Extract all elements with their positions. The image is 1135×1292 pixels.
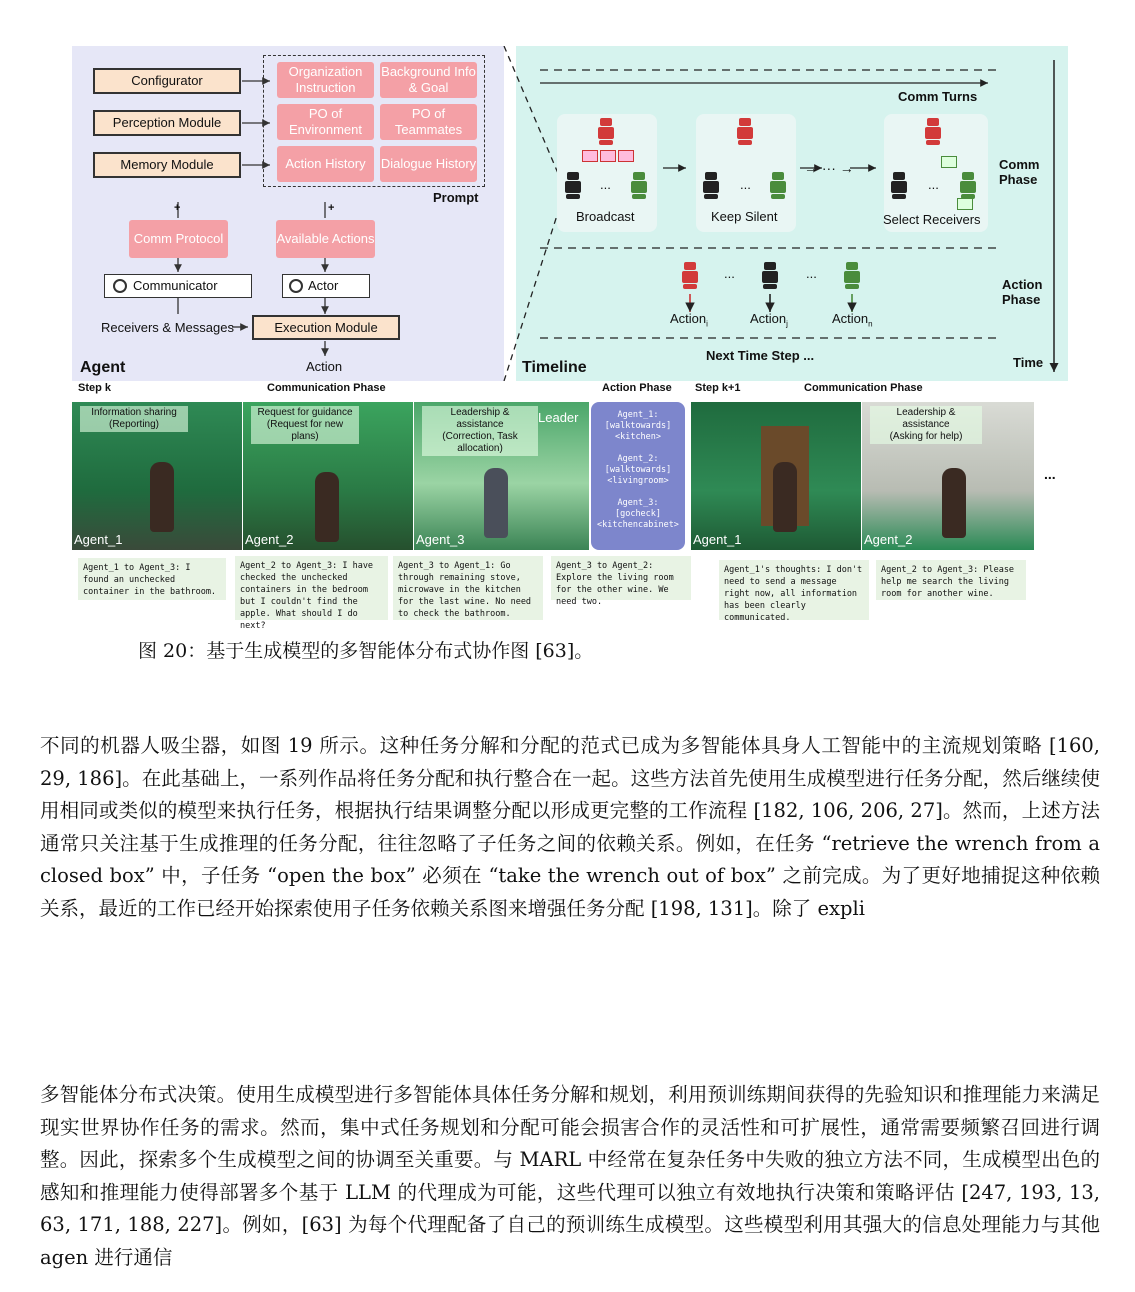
communicator-label: Communicator: [133, 278, 218, 293]
character-figure: [315, 472, 339, 542]
memory-module-box: Memory Module: [93, 152, 241, 178]
envelope-icon: [582, 150, 598, 162]
ellipsis: ...: [740, 177, 751, 192]
scene-panel: [414, 402, 589, 550]
envelope-icon: [600, 150, 616, 162]
timeline-title: Timeline: [522, 359, 587, 376]
envelope-icon: [941, 156, 957, 168]
robot-icon: [760, 262, 780, 290]
speech-bubble: Agent_2 to Agent_3: I have checked the unchecked containers in the bedroom but I couldn't find the apple. What should I do next?: [235, 556, 388, 620]
available-actions-box: Available Actions: [276, 220, 375, 258]
scene-panel: [72, 402, 242, 550]
comm-turns-label: Comm Turns: [898, 89, 978, 104]
comm-protocol-box: Comm Protocol: [129, 220, 228, 258]
comm-phase-header: Communication Phase: [804, 382, 923, 394]
scene-agent-label: Agent_2: [245, 532, 294, 547]
scene-agent-label: Agent_1: [693, 532, 742, 547]
envelope-icon: [618, 150, 634, 162]
prompt-item: Action History: [277, 146, 374, 182]
character-figure: [484, 468, 508, 538]
robot-icon: [629, 172, 649, 200]
prompt-item: Organization Instruction: [277, 62, 374, 98]
ellipsis: ...: [806, 266, 817, 281]
keep-silent-label: Keep Silent: [711, 209, 778, 224]
action-phase-label: Action Phase: [1002, 277, 1043, 307]
comm-phase-header: Communication Phase: [267, 382, 386, 394]
prompt-item: PO of Environment: [277, 104, 374, 140]
action-card: [591, 402, 685, 550]
arrow-dots: → ··· →: [804, 160, 854, 176]
plus-sign: +: [174, 202, 181, 214]
scene-agent-label: Agent_2: [864, 532, 913, 547]
prompt-label: Prompt: [433, 190, 479, 205]
ellipsis: ...: [600, 177, 611, 192]
robot-icon: [735, 118, 755, 146]
scene-tag: Request for guidance (Request for new plans): [251, 406, 359, 444]
actor-label: Actor: [308, 278, 339, 293]
plus-sign: +: [328, 202, 335, 214]
select-receivers-label: Select Receivers: [883, 212, 981, 227]
character-figure: [150, 462, 174, 532]
perception-module-box: Perception Module: [93, 110, 241, 136]
communicator-box: [104, 274, 252, 298]
robot-icon: [680, 262, 700, 290]
action-card-text: Agent_1: [walktowards] <kitchen> Agent_2: [walktowards] <livingroom> Agent_3: [gocheck] <kitchencabinet>: [597, 410, 679, 530]
action-n-label: Action$_n$: [832, 311, 873, 329]
prompt-item: PO of Teammates: [380, 104, 477, 140]
figure-caption: 图 20：基于生成模型的多智能体分布式协作图 [63]。: [138, 640, 594, 662]
robot-icon: [701, 172, 721, 200]
step-k1-label: Step k+1: [695, 382, 741, 394]
envelope-icon: [957, 198, 973, 210]
openai-icon: [113, 279, 127, 293]
robot-icon: [768, 172, 788, 200]
character-figure: [773, 462, 797, 532]
more-ellipsis: ...: [1044, 466, 1056, 482]
scene-tag: Leadership & assistance (Correction, Task allocation): [422, 406, 538, 456]
speech-bubble: Agent_2 to Agent_3: Please help me search the living room for another wine.: [876, 560, 1026, 600]
agent-title: Agent: [80, 359, 126, 376]
speech-bubble: Agent_1's thoughts: I don't need to send a message right now, all information has been clearly communicated.: [719, 560, 869, 620]
action-output-label: Action: [306, 359, 343, 374]
action-i-label: Action$_i$: [670, 311, 708, 329]
scene-panel: [691, 402, 861, 550]
robot-icon: [842, 262, 862, 290]
leader-label: Leader: [538, 410, 579, 425]
action-phase-header: Action Phase: [602, 382, 672, 394]
comm-phase-label: Comm Phase: [999, 157, 1040, 187]
robot-icon: [596, 118, 616, 146]
body-paragraph: 多智能体分布式决策。使用生成模型进行多智能体具体任务分解和规划，利用预训练期间获得的先验知识和推理能力来满足现实世界协作任务的需求。然而，集中式任务规划和分配可能会损害合作的灵活性和可扩展性，通常需要频繁召回进行调整。因此，探索多个生成模型之间的协调至关重要。与 MARL 中经常在复杂任务中失败的独立方法不同，生成模型出色的感知和推理能力使得部署多个基于 LLM 的代理成为可能，这些代理可以独立有效地执行决策和策略评估 [247, 193, 13, 63, 171, 188, 227]。例如，[63] 为每个代理配备了自己的预训练生成模型。这些模型利用其强大的信息处理能力与其他 agen 进行通信: [40, 1083, 1100, 1269]
ellipsis: ...: [928, 177, 939, 192]
openai-icon: [289, 279, 303, 293]
scene-tag: Leadership & assistance (Asking for help): [870, 406, 982, 444]
action-j-label: Action$_j$: [750, 311, 788, 329]
scene-panel: [862, 402, 1034, 550]
receivers-messages-label: Receivers & Messages: [101, 320, 234, 335]
scene-tag: Information sharing (Reporting): [80, 406, 188, 432]
speech-bubble: Agent_3 to Agent_2: Explore the living room for the other wine. We need two.: [551, 556, 691, 600]
execution-module-box: Execution Module: [252, 315, 400, 340]
robot-icon: [563, 172, 583, 200]
robot-icon: [923, 118, 943, 146]
speech-bubble: Agent_3 to Agent_1: Go through remaining stove, microwave in the kitchen for the last wine. No need to check the bathroom.: [393, 556, 543, 620]
scene-agent-label: Agent_1: [74, 532, 123, 547]
prompt-item: Dialogue History: [380, 146, 477, 182]
body-paragraph: 不同的机器人吸尘器，如图 19 所示。这种任务分解和分配的范式已成为多智能体具身人工智能中的主流规划策略 [160, 29, 186]。在此基础上，一系列作品将任务分配和执行整合在一起。这些方法首先使用生成模型进行任务分配，然后继续使用相同或类似的模型来执行任务，根据执行结果调整分配以形成更完整的工作流程 [182, 106, 206, 27]。然而，上述方法通常只关注基于生成推理的任务分配，往往忽略了子任务之间的依赖关系。例如，在任务 “retrieve the wrench from a closed box” 中，子任务 “open the box” 必须在 “take the wrench out of box” 之前完成。为了更好地捕捉这种依赖关系，最近的工作已经开始探索使用子任务依赖关系图来增强任务分配 [198, 131]。除了 expli: [40, 734, 1100, 920]
character-figure: [942, 468, 966, 538]
ellipsis: ...: [724, 266, 735, 281]
actor-box: [282, 274, 370, 298]
scene-agent-label: Agent_3: [416, 532, 465, 547]
time-label: Time: [1013, 355, 1044, 370]
configurator-box: Configurator: [93, 68, 241, 94]
robot-icon: [889, 172, 909, 200]
broadcast-label: Broadcast: [576, 209, 635, 224]
prompt-item: Background Info & Goal: [380, 62, 477, 98]
scene-panel: [243, 402, 413, 550]
step-k-label: Step k: [78, 382, 112, 394]
speech-bubble: Agent_1 to Agent_3: I found an unchecked container in the bathroom.: [78, 558, 226, 600]
robot-icon: [958, 172, 978, 200]
next-step-label: Next Time Step ...: [706, 348, 815, 363]
